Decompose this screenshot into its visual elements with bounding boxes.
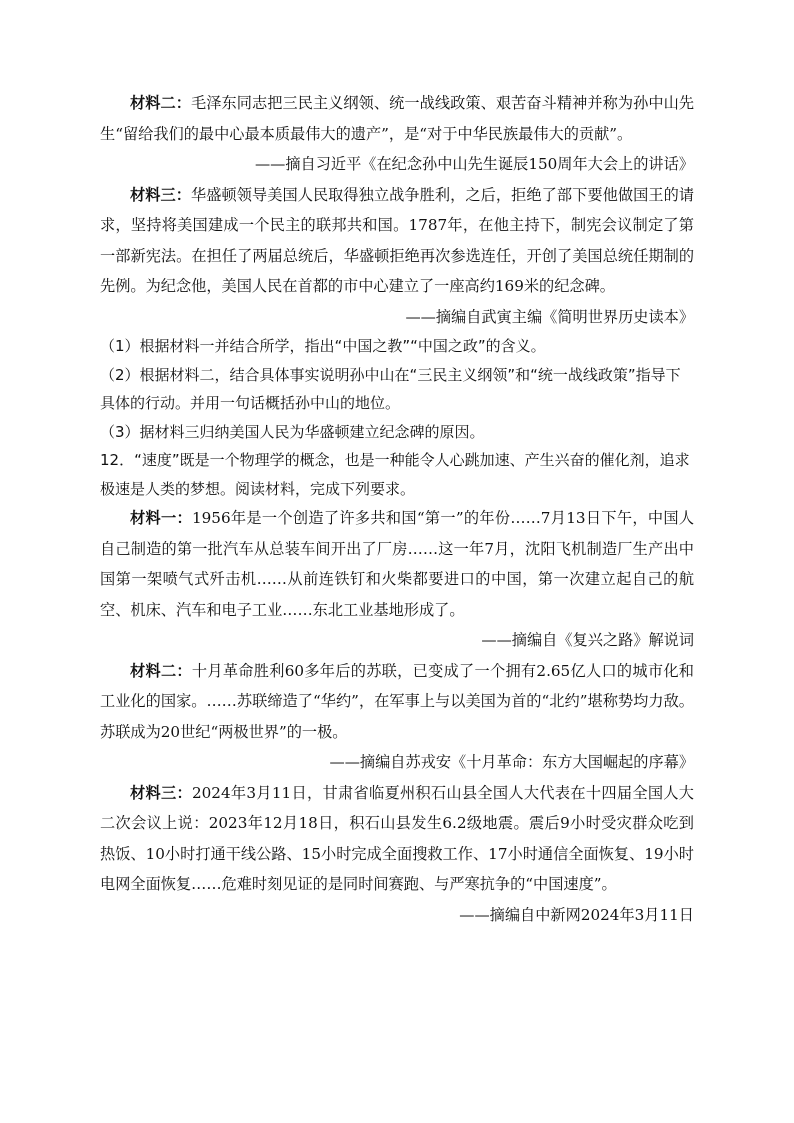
- material-label: 材料二：: [130, 661, 192, 680]
- material-source: ——摘编自武寅主编《简明世界历史读本》: [405, 307, 694, 326]
- q12-material-one: [100, 503, 694, 625]
- material-source: ——摘编自中新网2024年3月11日: [459, 905, 694, 924]
- material-source: ——摘编自苏戎安《十月革命：东方大国崛起的序幕》: [329, 753, 694, 771]
- material-label: 材料二：: [130, 94, 191, 112]
- question-2: （2）根据材料二，结合具体事实说明孙中山在“三民主义纲领”和“统一战线政策”指导下具体的行动。并用一句话概括孙中山的地位。: [100, 365, 681, 412]
- material-source: ——摘编自《复兴之路》解说词: [481, 631, 694, 649]
- material-text: 十月革命胜利60多年后的苏联，已变成了一个拥有2.65亿人口的城市化和工业化的国家。……苏联缔造了“华约”，在军事上与以美国为首的“北约”堪称势均力敌。苏联成为20世纪“两极世界”的一极。: [100, 661, 694, 741]
- material-label: 材料三：: [130, 185, 191, 204]
- question-1: （1）根据材料一并结合所学，指出“中国之教”“中国之政”的含义。: [100, 337, 546, 355]
- material-text: 毛泽东同志把三民主义纲领、统一战线政策、艰苦奋斗精神并称为孙中山先生“留给我们的最中心最本质最伟大的遗产”，是“对于中华民族最伟大的贡献”。: [100, 94, 695, 143]
- material-text: 2024年3月11日，甘肃省临夏州积石山县全国人大代表在十四届全国人大二次会议上说：2023年12月18日，积石山县发生6.2级地震。震后9小时受灾群众吃到热饭、10小时打通干线公路、15小时完成全面搜救工作、17小时通信全面恢复、19小时电网全面恢复……危难时刻见证的是同时间赛跑、与严寒抗争的“中国速度”。: [100, 783, 694, 893]
- question-3: （3）据材料三归纳美国人民为华盛顿建立纪念碑的原因。: [100, 422, 485, 441]
- material-two-paragraph: [100, 88, 694, 149]
- material-label: 材料一：: [130, 509, 192, 527]
- question-12-stem: 12．“速度”既是一个物理学的概念，也是一种能令人心跳加速、产生兴奋的催化剂，追求极速是人类的梦想。阅读材料，完成下列要求。: [100, 451, 690, 498]
- document-page: [100, 88, 694, 930]
- material-source: ——摘自习近平《在纪念孙中山先生诞辰150周年大会上的讲话》: [254, 155, 694, 173]
- material-label: 材料三：: [130, 783, 192, 802]
- q12-material-three: [100, 778, 694, 900]
- material-three-paragraph: [100, 180, 694, 302]
- q12-material-two: [100, 656, 694, 748]
- material-text: 1956年是一个创造了许多共和国“第一”的年份……7月13日下午，中国人自己制造的第一批汽车从总装车间开出了厂房……这一年7月，沈阳飞机制造厂生产出中国第一架喷气式歼击机……从前连铁钉和火柴都要进口的中国，第一次建立起自己的航空、机床、汽车和电子工业……东北工业基地形成了。: [100, 509, 695, 619]
- material-text: 华盛顿领导美国人民取得独立战争胜利，之后，拒绝了部下要他做国王的请求，坚持将美国建成一个民主的联邦共和国。1787年，在他主持下，制宪会议制定了第一部新宪法。在担任了两届总统后，华盛顿拒绝再次参选连任，开创了美国总统任期制的先例。为纪念他，美国人民在首都的市中心建立了一座高约169米的纪念碑。: [100, 185, 695, 295]
